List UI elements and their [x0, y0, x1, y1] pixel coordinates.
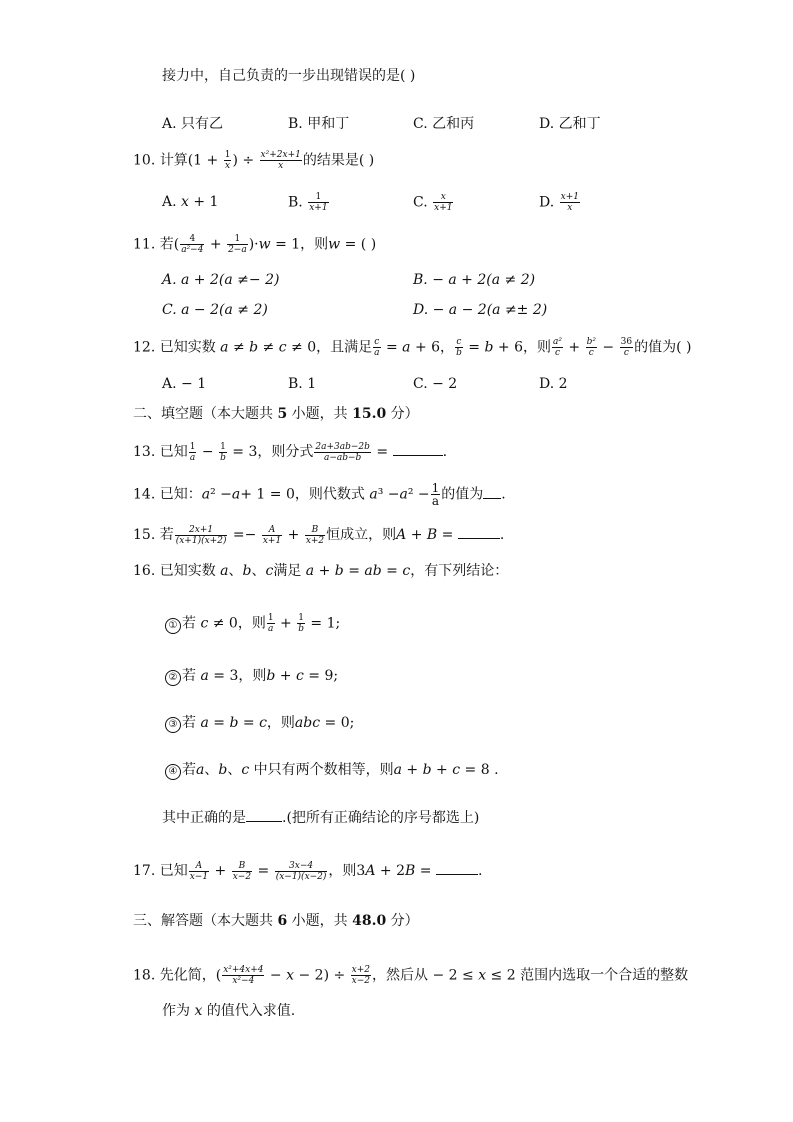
q17-stem: 17. 已知 $\frac{A}{x-1}$ + $\frac{B}{x-2}$ = $\frac{3x-4}{(x-1)(x-2)}$ ，则3A + 2B = .: [133, 860, 483, 882]
section-2-heading: 二、填空题（本大题共 5 小题，共 15.0 分）: [133, 406, 419, 422]
q11-option-a[interactable]: A. a + 2(a ≠− 2): [162, 272, 280, 288]
q15-stem: 15. 若 $\frac{2x+1}{(x+1)(x+2)}$ =− $\frac{A}{x+1}$ + $\frac{B}{x+2}$ 恒成立，则A + B = .: [133, 524, 505, 546]
q12-stem: 12. 已知实数 a ≠ b ≠ c ≠ 0，且满足 $\frac{c}{a}$ = a + 6， $\frac{c}{b}$ = b + 6，则 $\frac{\text{a²}}{c}$ + $\frac{\text{b²}}{c}$ − $\frac{36}{c}$ 的值为( ): [133, 337, 692, 358]
q11-option-d[interactable]: D. − a − 2(a ≠± 2): [413, 302, 548, 318]
q12-option-c[interactable]: C. − 2: [413, 376, 458, 392]
q12-option-d[interactable]: D. 2: [539, 376, 568, 392]
q11-option-b[interactable]: B. − a + 2(a ≠ 2): [413, 272, 536, 288]
q16-item-4: ④ 若a、b、c 中只有两个数相等，则a + b + c = 8 .: [165, 760, 499, 780]
q18-line2: 作为 x 的值代入求值.: [162, 1003, 296, 1019]
q11-stem: 11. 若( $\frac{4}{\text{a²−4}}$ + $\frac{1}{2-a}$ )·w = 1，则w = ( ): [133, 234, 377, 255]
q13-stem: 13. 已知 $\frac{1}{a}$ − $\frac{1}{b}$ = 3，则分式 $\frac{2a+3ab-2b}{a-ab-b}$ = .: [133, 441, 448, 463]
q13-answer-blank[interactable]: [393, 441, 443, 456]
q12-option-b[interactable]: B. 1: [288, 376, 317, 392]
q14-stem: 14. 已知：a² −a+ 1 = 0，则代数式 a³ −a² − $\frac{1}{a}$ 的值为 .: [133, 481, 506, 508]
q9-option-a[interactable]: A. 只有乙: [162, 116, 224, 132]
q16-item-2: ② 若 a = 3，则b + c = 9;: [165, 666, 338, 686]
q18-stem: 18. 先化简，( $\frac{\text{x²+4x+4}}{\text{x²−4}}$ − x − 2) ÷ $\frac{x+2}{x-2}$ ，然后从 − 2 ≤ x ≤ 2 范围内选取一个合适的整数: [133, 965, 689, 986]
q11-option-c[interactable]: C. a − 2(a ≠ 2): [162, 302, 268, 318]
q10-number: 10.: [133, 152, 156, 169]
section-3-heading: 三、解答题（本大题共 6 小题，共 48.0 分）: [133, 913, 419, 929]
q16-item-1: ① 若 c ≠ 0，则 $\frac{1}{a}$ + $\frac{1}{b}$ = 1;: [165, 613, 340, 634]
q16-answer-blank[interactable]: [246, 807, 282, 822]
q12-option-a[interactable]: A. − 1: [162, 376, 207, 392]
q10-option-c[interactable]: C. $\frac{x}{x+1}$: [413, 192, 453, 213]
q9-option-c[interactable]: C. 乙和丙: [413, 116, 475, 132]
q16-tail: 其中正确的是 .(把所有正确结论的序号都选上): [162, 807, 479, 828]
q10-option-a[interactable]: A. x + 1: [162, 194, 219, 210]
q9-option-b[interactable]: B. 甲和丁: [288, 116, 350, 132]
q16-stem: 16. 已知实数 a、b、c满足 a + b = ab = c，有下列结论：: [133, 563, 509, 579]
q10-option-d[interactable]: D. $\frac{x+1}{x}$: [539, 192, 579, 213]
q16-item-3: ③ 若 a = b = c，则abc = 0;: [165, 713, 354, 733]
q9-text: 接力中，自己负责的一步出现错误的是( ): [162, 68, 416, 84]
q9-option-d[interactable]: D. 乙和丁: [539, 116, 601, 132]
q17-answer-blank[interactable]: [436, 860, 478, 875]
q14-answer-blank[interactable]: [483, 484, 501, 499]
q10-stem: 10. 计算(1 + $\frac{1}{x}$ ) ÷ $\frac{\text{x²+2x+1}}{x}$ 的结果是( ): [133, 150, 375, 171]
q10-option-b[interactable]: B. $\frac{1}{x+1}$: [288, 192, 328, 213]
q15-answer-blank[interactable]: [458, 524, 500, 539]
